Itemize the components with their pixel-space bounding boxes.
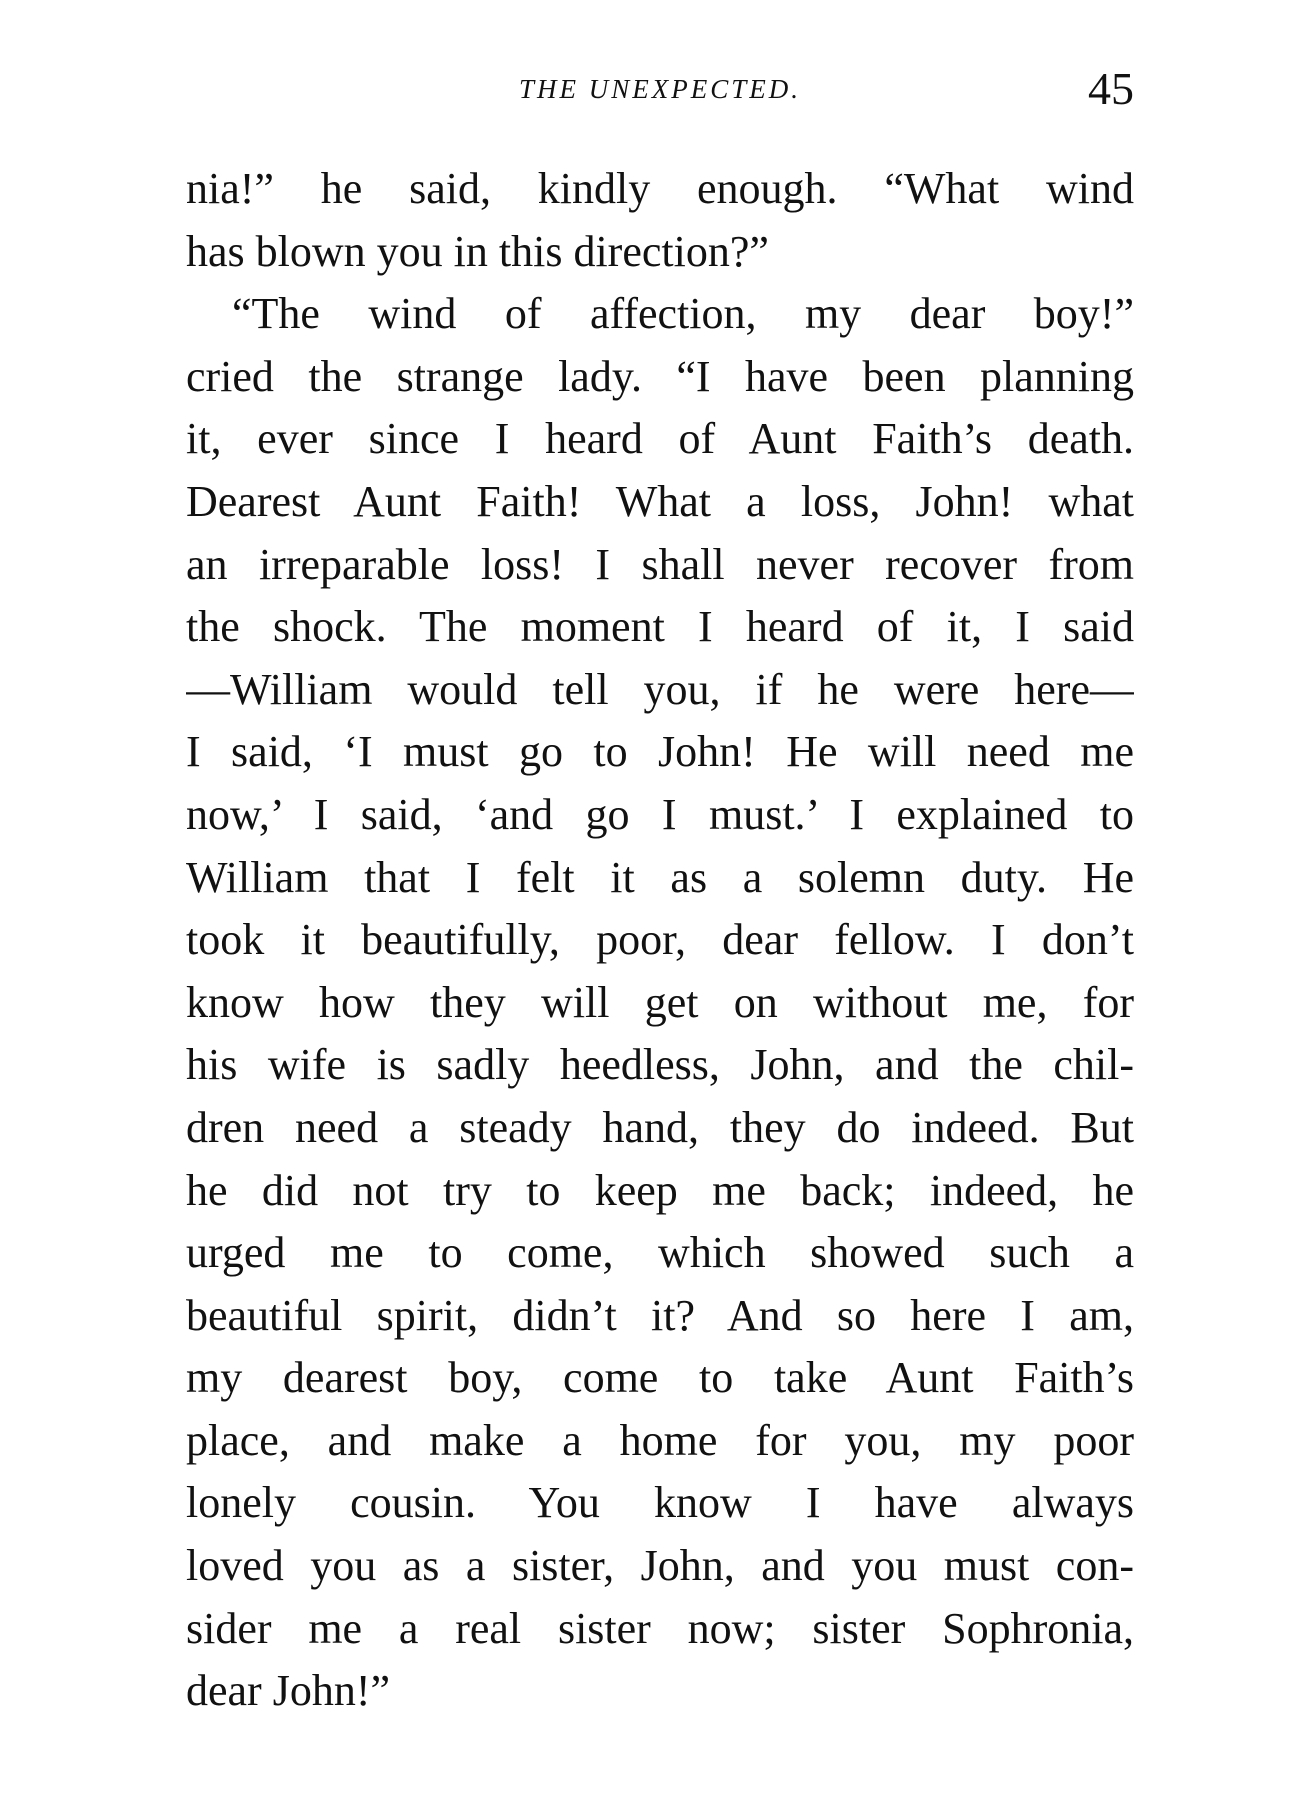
text-line: took it beautifully, poor, dear fellow. I don’t bbox=[186, 915, 1134, 965]
text-line: cried the strange lady. “I have been planning bbox=[186, 351, 1134, 401]
text-line: an irreparable loss! I shall never recover from bbox=[186, 539, 1134, 589]
text-line: urged me to come, which showed such a bbox=[186, 1228, 1134, 1278]
text-line: the shock. The moment I heard of it, I said bbox=[186, 602, 1134, 652]
text-line: —William would tell you, if he were here— bbox=[186, 664, 1134, 714]
text-line: know how they will get on without me, for bbox=[186, 977, 1134, 1027]
text-line: he did not try to keep me back; indeed, he bbox=[186, 1165, 1134, 1215]
text-line: his wife is sadly heedless, John, and the chil- bbox=[186, 1040, 1134, 1090]
text-line: “The wind of affection, my dear boy!” bbox=[232, 289, 1134, 339]
text-line: William that I felt it as a solemn duty. He bbox=[186, 852, 1134, 902]
text-line: dren need a steady hand, they do indeed. But bbox=[186, 1102, 1134, 1152]
text-line: place, and make a home for you, my poor bbox=[186, 1415, 1134, 1465]
text-line: loved you as a sister, John, and you must con- bbox=[186, 1541, 1134, 1591]
text-line: beautiful spirit, didn’t it? And so here I am, bbox=[186, 1290, 1134, 1340]
text-line: I said, ‘I must go to John! He will need me bbox=[186, 727, 1134, 777]
text-line: my dearest boy, come to take Aunt Faith’s bbox=[186, 1353, 1134, 1403]
text-line: dear John!” bbox=[186, 1666, 391, 1716]
page-number: 45 bbox=[1088, 63, 1134, 114]
body-text bbox=[186, 158, 1134, 1723]
text-line: Dearest Aunt Faith! What a loss, John! what bbox=[186, 476, 1134, 526]
text-line: sider me a real sister now; sister Sophronia, bbox=[186, 1603, 1134, 1653]
running-head bbox=[186, 62, 1134, 122]
text-line: it, ever since I heard of Aunt Faith’s death. bbox=[186, 414, 1134, 464]
text-line: nia!” he said, kindly enough. “What wind bbox=[186, 164, 1134, 213]
text-line: lonely cousin. You know I have always bbox=[186, 1478, 1134, 1528]
text-line: now,’ I said, ‘and go I must.’ I explained to bbox=[186, 789, 1134, 839]
running-title: THE UNEXPECTED. bbox=[518, 74, 801, 104]
text-line: has blown you in this direction?” bbox=[186, 226, 769, 276]
